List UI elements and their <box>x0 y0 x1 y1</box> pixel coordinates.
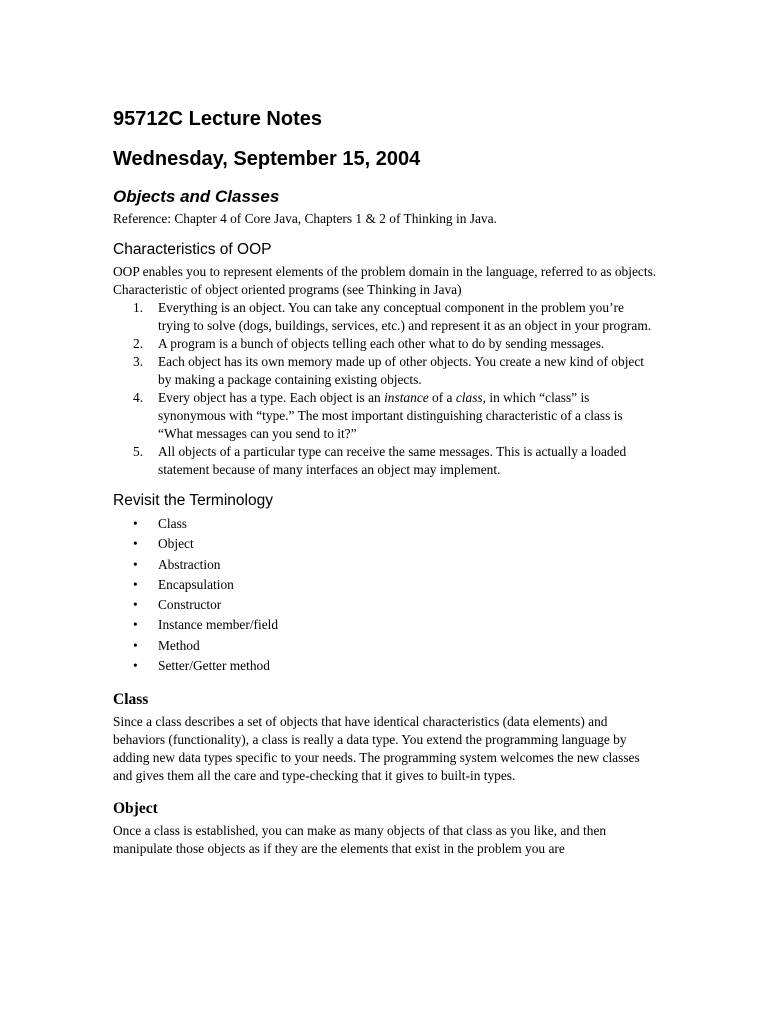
list-item <box>113 335 658 353</box>
bullet-icon: • <box>133 556 138 572</box>
list-item <box>113 615 658 635</box>
list-item <box>113 514 658 534</box>
section-heading: Objects and Classes <box>113 187 280 206</box>
bullet-icon: • <box>133 617 138 633</box>
term-label: Setter/Getter method <box>158 658 270 674</box>
bullet-icon: • <box>133 576 138 592</box>
bullet-icon: • <box>133 637 138 653</box>
list-item-text: All objects of a particular type can receive the same messages. This is actually a loaded statement because of many interfaces an object may implement. <box>158 444 627 477</box>
term-label: Instance member/field <box>158 617 279 633</box>
oop-characteristics-list <box>113 299 658 479</box>
text-run: Every object has a type. Each object is an <box>158 390 385 405</box>
list-item <box>113 299 658 335</box>
bullet-icon: • <box>133 597 138 613</box>
list-item <box>113 443 658 479</box>
list-item-text <box>158 390 623 441</box>
list-number: 1. <box>133 300 144 315</box>
list-item <box>113 656 658 676</box>
list-item <box>113 595 658 615</box>
list-item <box>113 555 658 575</box>
list-item <box>113 636 658 656</box>
list-number: 2. <box>133 336 144 351</box>
list-number: 5. <box>133 444 144 459</box>
object-heading: Object <box>113 800 158 818</box>
term-label: Class <box>158 516 188 531</box>
term-label: Abstraction <box>158 556 221 572</box>
list-item <box>113 534 658 554</box>
oop-intro: OOP enables you to represent elements of the problem domain in the language, referred to as objects. Characteristic of object oriented programs (see Thinking in Java) <box>113 264 657 297</box>
term-label: Object <box>158 536 194 552</box>
bullet-icon: • <box>133 536 138 552</box>
emphasis-instance: instance <box>384 390 429 405</box>
terminology-list <box>113 514 658 676</box>
list-item <box>113 575 658 595</box>
list-number: 3. <box>133 354 144 369</box>
list-number: 4. <box>133 390 144 405</box>
list-item <box>113 389 658 443</box>
lecture-title: 95712C Lecture Notes <box>113 108 322 130</box>
text-run: of a <box>428 390 456 405</box>
list-item-text: Everything is an object. You can take any conceptual component in the problem you’re trying to solve (dogs, buildings, services, etc.) and represent it as an object in your program. <box>158 300 652 333</box>
class-paragraph: Since a class describes a set of objects that have identical characteristics (data elements) and behaviors (functionality), a class is really a data type. You extend the programming language by adding new data types specific to your needs. The programming system welcomes the new classes and gives them all the care and type-checking that it gives to built-in types. <box>113 714 640 784</box>
list-item <box>113 353 658 389</box>
list-item-text: Each object has its own memory made up of other objects. You create a new kind of object by making a package containing existing objects. <box>158 354 645 387</box>
text-run: , in which “class” is synonymous with “type.” The most important distinguishing characteristic of a class is “What messages can you send to it?” <box>158 390 623 441</box>
object-paragraph: Once a class is established, you can make as many objects of that class as you like, and then manipulate those objects as if they are the elements that exist in the problem you are <box>113 823 607 857</box>
lecture-date: Wednesday, September 15, 2004 <box>113 148 421 170</box>
term-label: Method <box>158 637 200 653</box>
class-heading: Class <box>113 691 149 709</box>
emphasis-class: class <box>455 390 483 405</box>
reference-text: Reference: Chapter 4 of Core Java, Chapters 1 & 2 of Thinking in Java. <box>113 211 497 226</box>
oop-heading: Characteristics of OOP <box>113 241 272 258</box>
list-item-text: A program is a bunch of objects telling each other what to do by sending messages. <box>158 336 605 351</box>
bullet-icon: • <box>133 658 138 674</box>
terminology-heading: Revisit the Terminology <box>113 492 273 509</box>
term-label: Constructor <box>158 597 222 613</box>
document-body <box>113 106 658 858</box>
bullet-icon: • <box>133 516 138 531</box>
term-label: Encapsulation <box>158 576 234 592</box>
